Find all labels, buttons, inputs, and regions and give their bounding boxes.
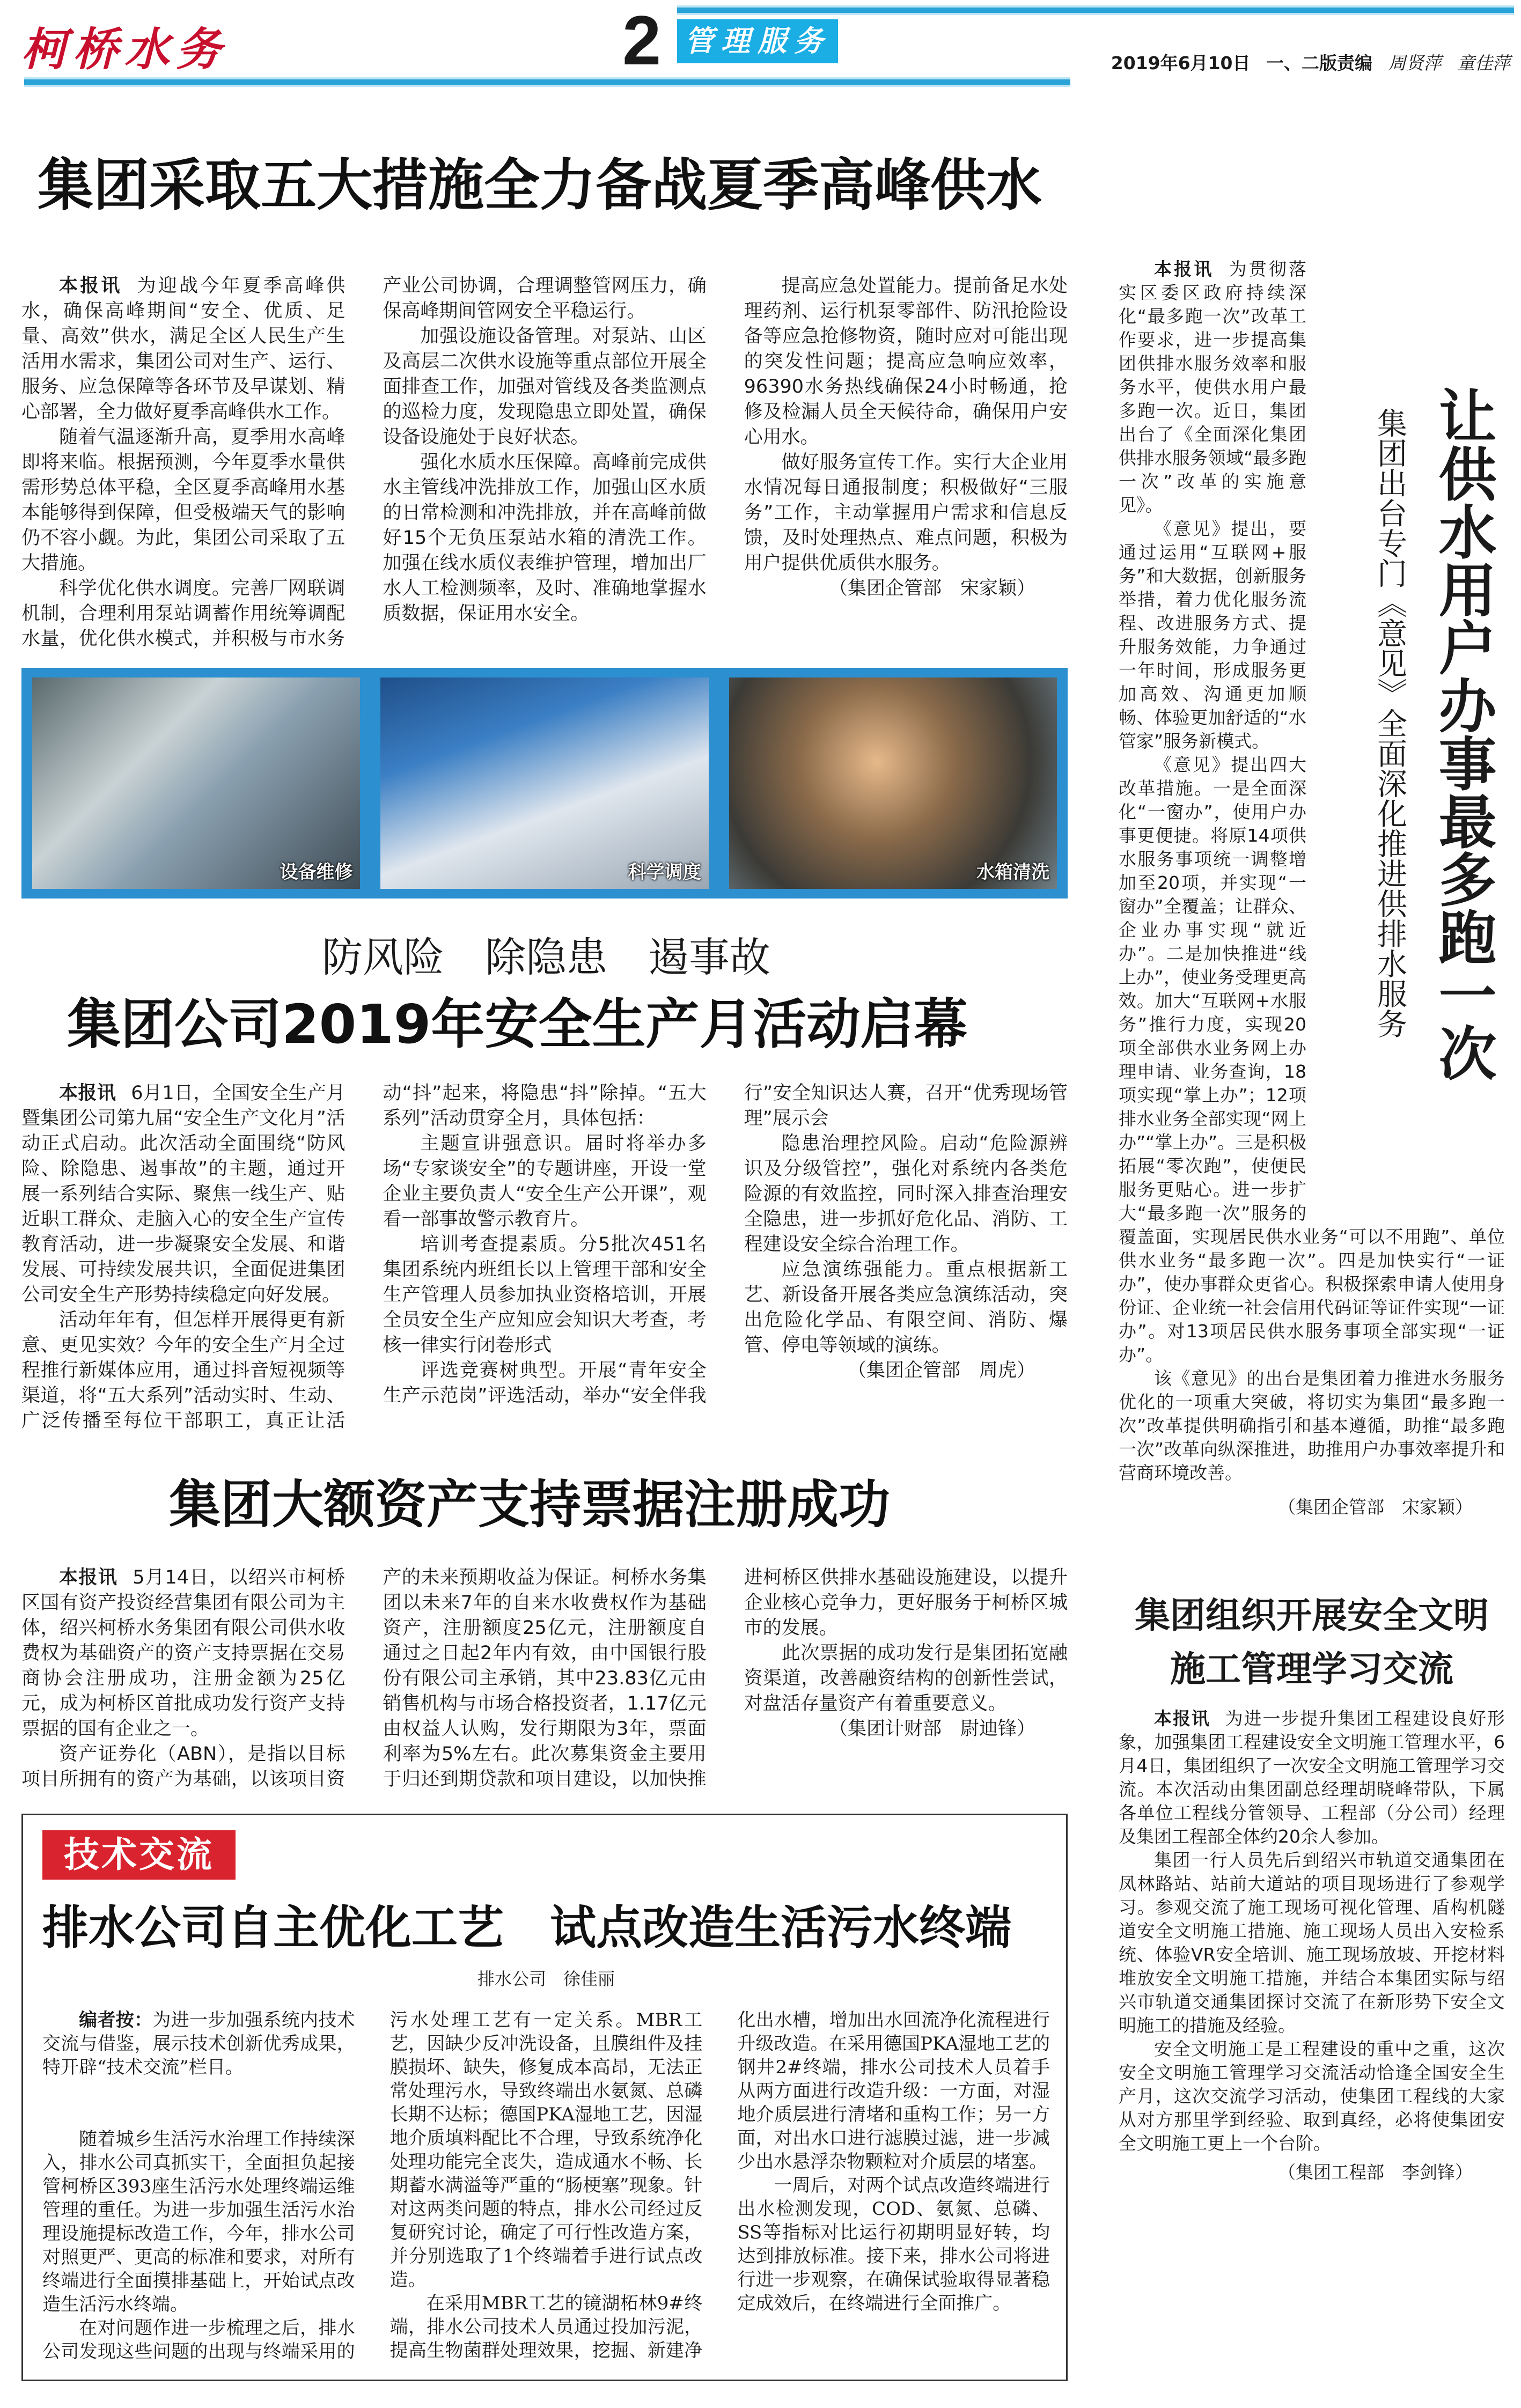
article2-body xyxy=(21,1081,1068,1434)
column-tag: 技术交流 xyxy=(42,1830,236,1880)
paragraph xyxy=(21,1565,345,1742)
paragraph: 培训考查提素质。分5批次451名集团系统内班组长以上管理干部和安全生产管理人员参加执业资格培训，开展全员安全生产应知应会知识大考查，考核一律实行闭卷形式 xyxy=(383,1234,707,1356)
article5-headline xyxy=(1119,1589,1505,1696)
tech-exchange-box xyxy=(21,1814,1068,2381)
paragraph: 评选竞赛树典型。开展“青年安全生产示范岗”评选活动，举办“安全伴我行”安全知识达人赛，召开“优秀现场管理”展示会 xyxy=(383,1083,1068,1406)
paragraph: 科学优化供水调度。完善厂网联调机制，合理利用泵站调蓄作用统筹调配水量，优化供水模式，并积极与市水务产业公司协调，合理调整管网压力，确保高峰期间管网安全平稳运行。 xyxy=(21,275,707,650)
article-right-title-block xyxy=(1306,257,1505,1223)
byline: （集团工程部 李剑锋） xyxy=(1278,2162,1473,2183)
header-rule-right xyxy=(677,8,1514,13)
lead-tag: 本报讯 xyxy=(59,275,122,297)
paragraph: 在对问题作进一步梳理之后，排水公司发现这些问题的出现与终端采用的污水处理工艺有一定关系。MBR工艺，因缺少反冲洗设备，且膜组件及挂膜损坏、缺失，修复成本高昂，无法正常处理污水，导致终端出水氨氮、总磷长期不达标；德国PKA湿地工艺，因湿地介质填料配比不合理，导致系统净化处理功能完全丧失，造成通水不畅、长期蓄水满溢等严重的“肠梗塞”现象。针对这两类问题的特点，排水公司经过反复研究讨论，确定了可行性改造方案，并分别选取了1个终端着手进行试点改造。 xyxy=(42,2009,703,2362)
paragraph: 加强设施设备管理。对泵站、山区及高层二次供水设施等重点部位开展全面排查工作，加强对管线及各类监测点的巡检力度，发现隐患立即处置，确保设备设施处于良好状态。 xyxy=(383,326,707,448)
article1-headline: 集团采取五大措施全力备战夏季高峰供水 xyxy=(38,152,1042,218)
paragraph-text: 6月1日，全国安全生产月暨集团公司第九届“安全生产文化月”活动正式启动。此次活动全面围绕“防风险、除隐患、遏事故”的主题，通过开展一系列结合实际、聚焦一线生产、贴近职工群众、走脑入心的安全生产宣传教育活动，进一步凝聚安全发展、和谐发展、可持续发展共识，全面促进集团公司安全生产形势持续稳定向好发展。 xyxy=(21,1083,346,1306)
photo-caption: 设备维修 xyxy=(280,861,353,883)
paragraph: 提高应急处置能力。提前备足水处理药剂、运行机泵零部件、防汛抢险设备等应急抢修物资，随时应对可能出现的突发性问题；提高应急响应效率，96390水务热线确保24小时畅通，抢修及检漏人员全天候待命，确保用户安心用水。 xyxy=(744,275,1068,448)
byline: （集团企管部 宋家颖） xyxy=(828,578,1035,599)
paragraph xyxy=(21,1081,345,1308)
byline: （集团企管部 周虎） xyxy=(847,1360,1035,1381)
paragraph: 主题宣讲强意识。届时将举办多场“专家谈安全”的专题讲座，开设一堂企业主要负责人“安全生产公开课”，观看一部事故警示教育片。 xyxy=(383,1133,707,1230)
paragraph: 在采用MBR工艺的镜湖柘林9#终端，排水公司技术人员通过投加污泥，提高生物菌群处理效果，挖掘、新建净化出水槽，增加出水回流净化流程进行升级改造。在采用德国PKA湿地工艺的钢井2#终端，排水公司技术人员着手从两方面进行改造升级：一方面，对湿地介质层进行清堵和重构工作；另一方面，对出水口进行滤膜过滤，进一步减少出水悬浮杂物颗粒对介质层的堵塞。 xyxy=(390,2009,1050,2361)
newspaper-logo: 柯桥水务 xyxy=(21,23,228,76)
article-right-subheadline: 集团出台专门《意见》全面深化推进供排水服务 xyxy=(1372,408,1407,1039)
article-right-headline: 让供水用户办事最多跑一次 xyxy=(1429,386,1496,1081)
paragraph: 应急演练强能力。重点根据新工艺、新设备开展各类应急演练活动，突出危险化学品、有限空间、消防、爆管、停电等领域的演练。 xyxy=(744,1259,1068,1356)
byline: （集团计财部 尉迪锋） xyxy=(828,1718,1035,1740)
article2-kicker: 防风险 除隐患 遏事故 xyxy=(322,933,770,981)
paragraph: 集团一行人员先后到绍兴市轨道交通集团在凤林路站、站前大道站的项目现场进行了参观学习。参观交流了施工现场可视化管理、盾构机隧道安全文明施工措施、施工现场人员出入安检系统、体验VR安全培训、施工现场放坡、开挖材料堆放安全文明施工措施，并结合本集团实际与绍兴市轨道交通集团探讨交流了在新形势下安全文明施工的措施及经验。 xyxy=(1119,1850,1505,2036)
paragraph: 随着城乡生活污水治理工作持续深入，排水公司真抓实干，全面担负起接管柯桥区393座生活污水处理终端运维管理的重任。为进一步加强生活污水治理设施提标改造工作，今年，排水公司对照更严、更高的标准和要求，对所有终端进行全面摸排基础上，开始试点改造生活污水终端。 xyxy=(42,2129,355,2315)
paragraph: 安全文明施工是工程建设的重中之重，这次安全文明施工管理学习交流活动恰逢全国安全生产月，这次交流学习活动，使集团工程线的大家从对方那里学到经验、取到真经，必将使集团安全文明施工更上一个台阶。 xyxy=(1119,2038,1505,2154)
editor-note-label: 编者按： xyxy=(79,2009,153,2031)
paragraph: 一周后，对两个试点改造终端进行出水检测发现，COD、氨氮、总磷、SS等指标对比运行初期明显好转，均达到排放标准。接下来，排水公司将进行进一步观察，在确保试验取得显著稳定成效后，在终端进行全面推广。 xyxy=(737,2175,1050,2314)
article5-body xyxy=(1119,1707,1505,2184)
photo-caption: 科学调度 xyxy=(628,861,701,883)
editor-note-text: 为进一步加强系统内技术交流与借鉴，展示技术创新优秀成果，特开辟“技术交流”栏目。 xyxy=(42,2009,355,2078)
headline-line: 集团组织开展安全文明 xyxy=(1135,1595,1489,1636)
article1-body xyxy=(21,274,1068,652)
header-rule-left xyxy=(24,79,1070,85)
article4-headline: 排水公司自主优化工艺 试点改造生活污水终端 xyxy=(42,1901,1011,1955)
editors-label: 一、二版责编 xyxy=(1266,53,1372,73)
paragraph-text: 5月14日，以绍兴市柯桥区国有资产投资经营集团有限公司为主体，绍兴柯桥水务集团有限公司供水收费权为基础资产的资产支持票据在交易商协会注册成功，注册金额为25亿元，成为柯桥区首批成功发行资产支持票据的国有企业之一。 xyxy=(21,1567,346,1740)
paragraph-text: 为进一步提升集团工程建设良好形象，加强集团工程建设安全文明施工管理水平，6月4日，集团组织了一次安全文明施工管理学习交流。本次活动由集团副总经理胡晓峰带队，下属各单位工程线分管领导、工程部（分公司）经理及集团工程部全体约20余人参加。 xyxy=(1119,1708,1505,1847)
editor-name: 周贤萍 xyxy=(1388,53,1442,73)
article4-author: 排水公司 徐佳丽 xyxy=(477,1969,615,1989)
article-right xyxy=(1119,257,1505,1519)
photo-tank-cleaning xyxy=(729,678,1057,889)
editor-name: 童佳萍 xyxy=(1457,53,1510,73)
headline-line: 施工管理学习交流 xyxy=(1170,1648,1453,1690)
paragraph-text: 为迎战今年夏季高峰供水，确保高峰期间“安全、优质、足量、高效”供水，满足全区人民生产生活用水需求，集团公司对生产、运行、服务、应急保障等各环节及早谋划、精心部署，全力做好夏季高峰供水工作。 xyxy=(21,275,346,423)
photo-strip xyxy=(21,668,1068,899)
paragraph: 该《意见》的出台是集团着力推进水务服务优化的一项重大突破，将切实为集团“最多跑一次”改革提供明确指引和基本遵循，助推“最多跑一次”改革向纵深推进，助推用户办事效率提升和营商环境改善。 xyxy=(1119,1368,1505,1483)
paragraph: 随着气温逐渐升高，夏季用水高峰即将来临。根据预测，今年夏季水量供需形势总体平稳，全区夏季高峰用水基本能够得到保障，但受极端天气的影响仍不容小觑。为此，集团公司采取了五大措施。 xyxy=(21,426,346,574)
article3-body xyxy=(21,1565,1068,1792)
article2-headline: 集团公司2019年安全生产月活动启幕 xyxy=(67,993,968,1056)
paragraph: 《意见》提出，要通过运用“互联网+服务”和大数据，创新服务举措，着力优化服务流程、改进服务方式、提升服务效能，力争通过一年时间，形成服务更加高效、沟通更加顺畅、体验更加舒适的“水管家”服务新模式。 xyxy=(1119,518,1306,752)
main-column xyxy=(21,145,1068,2381)
section-label: 管理服务 xyxy=(677,19,838,63)
paragraph: 做好服务宣传工作。实行大企业用水情况每日通报制度；积极做好“三服务”工作，主动掌握用户需求和信息反馈，及时处理热点、难点问题，积极为用户提供优质供水服务。 xyxy=(744,452,1068,574)
paragraph: 此次票据的成功发行是集团拓宽融资渠道，改善融资结构的创新性尝试，对盘活存量资产有着重要意义。 xyxy=(744,1643,1068,1714)
photo-caption: 水箱清洗 xyxy=(976,861,1049,883)
lead-tag: 本报讯 xyxy=(59,1567,118,1588)
lead-tag: 本报讯 xyxy=(59,1083,116,1104)
page-number: 2 xyxy=(622,1,662,79)
dateline xyxy=(1101,49,1510,75)
paragraph: 强化水质水压保障。高峰前完成供水主管线冲洗排放工作，加强山区水质的日常检测和冲洗排放，并在高峰前做好15个无负压泵站水箱的清洗工作。加强在线水质仪表维护管理，增加出厂水人工检测频率，及时、准确地掌握水质数据，保证用水安全。 xyxy=(383,452,707,624)
article4-body xyxy=(42,2008,1050,2363)
paragraph-text: 为贯彻落实区委区政府持续深化“最多跑一次”改革工作要求，进一步提高集团供排水服务效率和服务水平，使供水用户最多跑一次。近日，集团出台了《全面深化集团供排水服务领域“最多跑一次”改革的实施意见》。 xyxy=(1119,259,1307,516)
paragraph: 资产证券化（ABN），是指以目标项目所拥有的资产为基础，以该项目资产的未来预期收益为保证。柯桥水务集团以未来7年的自来水收费权作为基础资产，注册额度25亿元，注册额度自通过之日起2年内有效，由中国银行股份有限公司主承销，其中23.83亿元由销售机构与市场合格投资者，1.17亿元由权益人认购，发行期限为3年，票面利率为5%左右。此次募集资金主要用于归还到期贷款和项目建设，以加快推进柯桥区供排水基础设施建设，以提升企业核心竞争力，更好服务于柯桥区城市的发展。 xyxy=(21,1567,1068,1790)
photo-equipment-repair xyxy=(32,678,360,889)
lead-tag: 本报讯 xyxy=(1154,259,1214,279)
paragraph xyxy=(1119,1707,1505,1849)
right-column xyxy=(1119,257,1505,2184)
editor-note xyxy=(42,2008,355,2079)
paragraph: 隐患治理控风险。启动“危险源辨识及分级管控”，强化对系统内各类危险源的有效监控，同时深入排查治理安全隐患，进一步抓好危化品、消防、工程建设安全综合治理工作。 xyxy=(744,1133,1068,1255)
issue-date: 2019年6月10日 xyxy=(1111,53,1251,73)
paragraph xyxy=(21,274,345,425)
photo-dispatch-center xyxy=(380,678,708,889)
paragraph: 《意见》提出四大改革措施。一是全面深化“一窗办”，使用户办事更便捷。将原14项供水服务事项统一调整增加至20项，并实现“一窗办”全覆盖；让群众、企业办事实现“就近办”。二是加快推进“线上办”，使业务受理更高效。加大“互联网+水服务”推行力度，实现20项全部供水业务网上办理申请、业务查询，18项实现“掌上办”；12项排水业务全部实现“网上办”“掌上办”。三是积极拓展“零次跑”，使便民服务更贴心。进一步扩大“最多跑一次”服务的覆盖面，实现居民供水业务“可以不用跑”、单位供水业务“最多跑一次”。四是加快实行“一证办”，使办事群众更省心。积极探索申请人使用身份证、企业统一社会信用代码证等证件实现“一证办”。对13项居民供水服务事项全部实现“一证办”。 xyxy=(1119,754,1505,1365)
byline: （集团企管部 宋家颖） xyxy=(1278,1497,1473,1518)
article3-headline: 集团大额资产支持票据注册成功 xyxy=(169,1475,890,1535)
lead-tag: 本报讯 xyxy=(1154,1708,1210,1729)
paragraph: 活动年年有，但怎样开展得更有新意、更见实效？今年的安全生产月全过程推行新媒体应用，通过抖音短视频等渠道，将“五大系列”活动实时、生动、广泛传播至每位干部职工，真正让活动“抖”起来，将隐患“抖”除掉。“五大系列”活动贯穿全月，具体包括： xyxy=(21,1083,707,1432)
